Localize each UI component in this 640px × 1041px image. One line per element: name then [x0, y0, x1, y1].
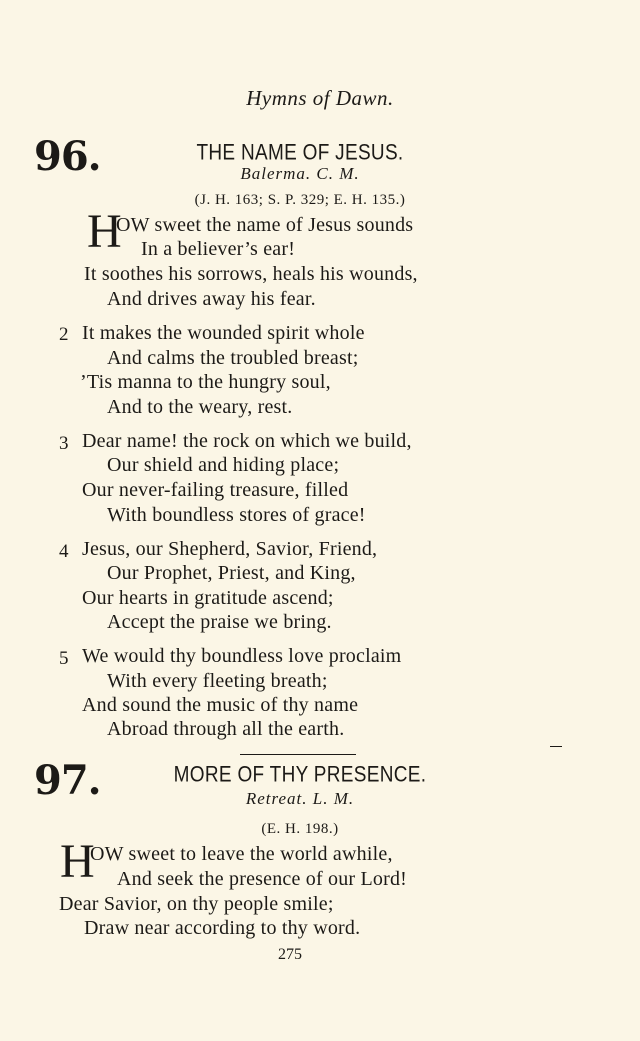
- verse-line: Draw near according to thy word.: [84, 917, 361, 939]
- verse-line: We would thy boundless love proclaim: [82, 645, 402, 667]
- verse-line: It makes the wounded spirit whole: [82, 322, 365, 344]
- verse-number: 5: [59, 648, 69, 669]
- hymn-references: (E. H. 198.): [261, 821, 339, 837]
- verse-line: Jesus, our Shepherd, Savior, Friend,: [82, 538, 378, 560]
- verse-line: Accept the praise we bring.: [107, 611, 332, 633]
- verse-line: Dear name! the rock on which we build,: [82, 430, 412, 452]
- verse-line: Dear Savior, on thy people smile;: [59, 893, 334, 915]
- hymn-title: THE NAME OF JESUS.: [196, 141, 404, 166]
- verse-line: OW sweet the name of Jesus sounds: [116, 214, 414, 236]
- verse-line: Our Prophet, Priest, and King,: [107, 562, 356, 584]
- drop-cap: H: [60, 835, 95, 888]
- verse-line: And sound the music of thy name: [82, 694, 359, 716]
- verse-line: Abroad through all the earth.: [107, 718, 345, 740]
- verse-line: Our shield and hiding place;: [107, 454, 340, 476]
- hymn-title: MORE OF THY PRESENCE.: [173, 763, 427, 788]
- verse-line: And to the weary, rest.: [107, 396, 293, 418]
- hymn-references: (J. H. 163; S. P. 329; E. H. 135.): [194, 192, 406, 208]
- running-head: Hymns of Dawn.: [246, 86, 394, 110]
- section-divider: [240, 754, 356, 755]
- verse-line: And seek the presence of our Lord!: [117, 868, 408, 890]
- hymn-number: 96.: [34, 133, 101, 180]
- verse-line: It soothes his sorrows, heals his wounds,: [84, 263, 418, 285]
- verse-line: And calms the troubled breast;: [107, 347, 359, 369]
- tune-meter: Balerma. C. M.: [240, 164, 360, 183]
- verse-line: Our hearts in gratitude ascend;: [82, 587, 334, 609]
- verse-line: OW sweet to leave the world awhile,: [90, 843, 393, 865]
- verse-line: Our never-failing treasure, filled: [82, 479, 349, 501]
- verse-number: 4: [59, 541, 69, 562]
- verse-line: With every fleeting breath;: [107, 670, 328, 692]
- verse-line: With boundless stores of grace!: [107, 504, 366, 526]
- verse-number: 2: [59, 324, 69, 345]
- verse-line: ’Tis manna to the hungry soul,: [80, 371, 331, 393]
- drop-cap: H: [87, 205, 122, 258]
- verse-number: 3: [59, 433, 69, 454]
- verse-line: And drives away his fear.: [107, 288, 316, 310]
- verse-line: In a believer’s ear!: [141, 238, 296, 260]
- page-mark: [550, 746, 562, 747]
- tune-meter: Retreat. L. M.: [245, 789, 355, 808]
- page-number: 275: [278, 946, 302, 963]
- hymn-number: 97.: [34, 757, 101, 804]
